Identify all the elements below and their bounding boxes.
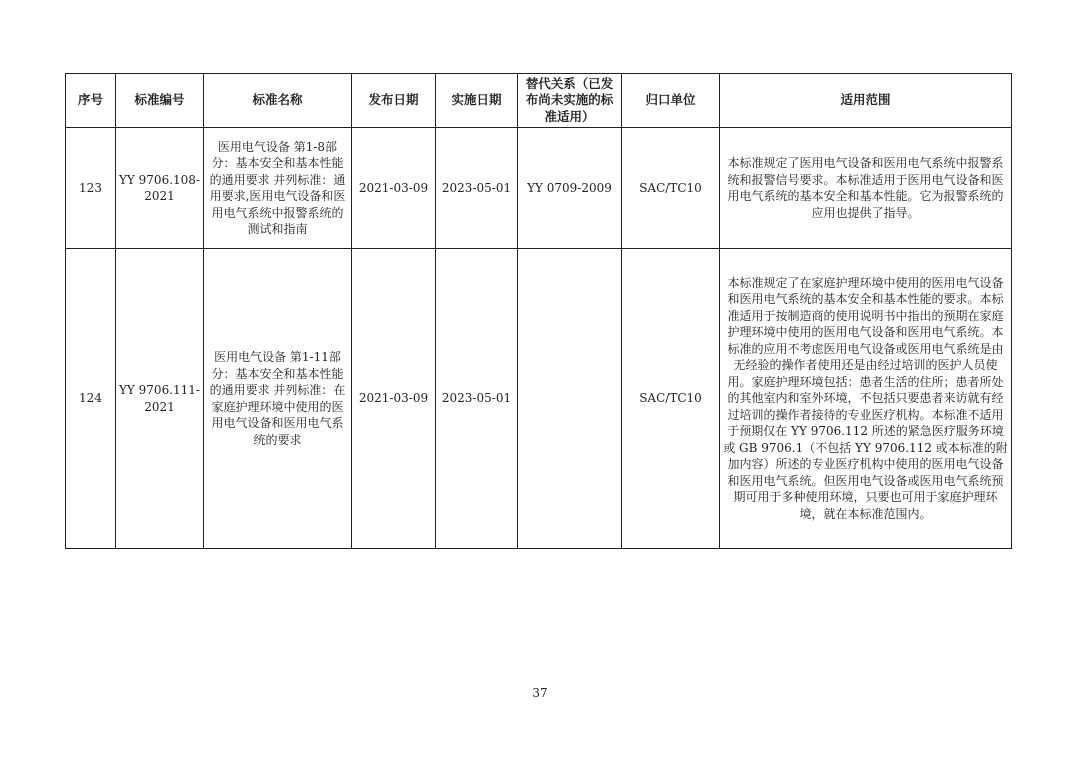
cell-replaces: YY 0709-2009 <box>518 128 622 249</box>
cell-effective-date: 2023-05-01 <box>436 249 518 549</box>
header-scope: 适用范围 <box>720 74 1012 128</box>
table-header-row <box>66 74 1012 128</box>
cell-number: YY 9706.108-2021 <box>116 128 204 249</box>
cell-name: 医用电气设备 第1-8部分：基本安全和基本性能的通用要求 并列标准：通用要求,医用电气设备和医用电气系统中报警系统的测试和指南 <box>204 128 352 249</box>
cell-scope: 本标准规定了医用电气设备和医用电气系统中报警系统和报警信号要求。本标准适用于医用电气设备和医用电气系统的基本安全和基本性能。它为报警系统的应用也提供了指导。 <box>720 128 1012 249</box>
cell-replaces <box>518 249 622 549</box>
cell-seq: 123 <box>66 128 116 249</box>
cell-publish-date: 2021-03-09 <box>352 128 436 249</box>
page-number: 37 <box>532 686 548 700</box>
cell-number: YY 9706.111-2021 <box>116 249 204 549</box>
header-unit: 归口单位 <box>622 74 720 128</box>
header-number: 标准编号 <box>116 74 204 128</box>
cell-unit: SAC/TC10 <box>622 128 720 249</box>
cell-publish-date: 2021-03-09 <box>352 249 436 549</box>
header-seq: 序号 <box>66 74 116 128</box>
table-row <box>66 128 1012 249</box>
cell-effective-date: 2023-05-01 <box>436 128 518 249</box>
cell-scope: 本标准规定了在家庭护理环境中使用的医用电气设备和医用电气系统的基本安全和基本性能的要求。本标准适用于按制造商的使用说明书中指出的预期在家庭护理环境中使用的医用电气设备和医用电气系统。本标准的应用不考虑医用电气设备或医用电气系统是由无经验的操作者使用还是由经过培训的医护人员使用。家庭护理环境包括：患者生活的住所；患者所处的其他室内和室外环境，不包括只要患者来访就有经过培训的操作者接待的专业医疗机构。本标准不适用于预期仅在 YY 9706.112 所述的紧急医疗服务环境或 GB 9706.1（不包括 YY 9706.112 或本标准的附加内容）所述的专业医疗机构中使用的医用电气设备和医用电气系统。但医用电气设备或医用电气系统预期可用于多种使用环境，只要也可用于家庭护理环境，就在本标准范围内。 <box>720 249 1012 549</box>
cell-unit: SAC/TC10 <box>622 249 720 549</box>
standards-table <box>65 73 1012 549</box>
header-replaces: 替代关系（已发布尚未实施的标准适用） <box>518 74 622 128</box>
table-row <box>66 249 1012 549</box>
header-name: 标准名称 <box>204 74 352 128</box>
cell-seq: 124 <box>66 249 116 549</box>
cell-name: 医用电气设备 第1-11部分：基本安全和基本性能的通用要求 并列标准：在家庭护理环境中使用的医用电气设备和医用电气系统的要求 <box>204 249 352 549</box>
header-publish-date: 发布日期 <box>352 74 436 128</box>
header-effective-date: 实施日期 <box>436 74 518 128</box>
